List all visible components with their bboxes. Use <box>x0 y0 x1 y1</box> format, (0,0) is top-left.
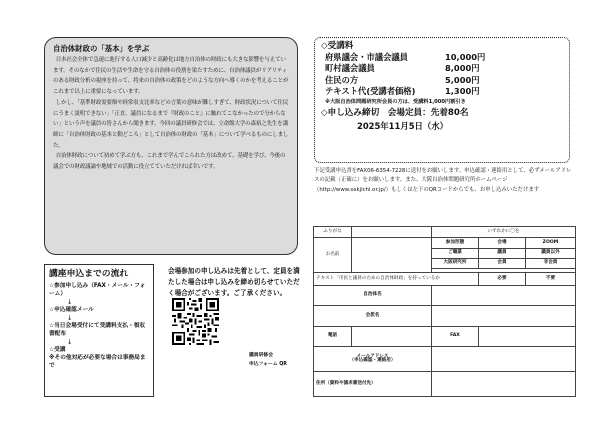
phone-field[interactable] <box>352 326 432 347</box>
intro-paragraph: しかし、「基準財政需要額や経常収支比率などの言葉の意味が難しすぎて、財政状況について住民にうまく説明できない」「正直、議員になるまで『財政のこと』に触れてこなかったので分からない」という声を議員の皆さんから聞きます。今回の議員研修会では、立命館大学の森裕之先生を講師に「自治体財政の基本と動どころ」として自治体の財政の「基本」について学べるものにしました。 <box>53 99 289 149</box>
qr-caption <box>249 351 287 369</box>
name-field[interactable] <box>352 238 432 273</box>
deadline-heading: ◇申し込み締切 会場定員：先着80名 <box>321 108 469 119</box>
flow-step: ☆受講 <box>49 347 66 353</box>
textbook-not-required-option[interactable]: 不要 <box>526 273 576 285</box>
fax-label: FAX <box>432 326 479 347</box>
application-instructions: 下記受講申込書をFAX06-6354-7228に送付をお願いします。申込確認・連絡用として、必ずメールアドレスの記載（正確に）をお願いします。また、大阪自治体問題研究所ホームページ（http://www.oskjichi.or.jp/）もしくは左下のQRコードからでも、お申し込みいただけます <box>314 168 572 193</box>
fee-price: 8,000円 <box>445 63 480 74</box>
fee-label: 府県議会・市議会議員 <box>325 52 408 62</box>
email-label-line: （申込確認・連絡用） <box>349 358 396 364</box>
textbook-required-option[interactable]: 必要 <box>479 273 526 285</box>
fee-row <box>321 63 563 74</box>
intro-title: 自治体財政の「基本」を学ぶ <box>53 44 150 53</box>
non-member-option[interactable]: 非会員 <box>526 258 576 268</box>
deadline-date: 2025年11月5日（水） <box>357 120 449 131</box>
fee-row <box>321 75 563 86</box>
fees-box <box>314 37 570 163</box>
intro-box <box>44 37 298 255</box>
email-label <box>314 347 432 372</box>
member-option[interactable]: 会員 <box>479 258 526 268</box>
qr-code-icon[interactable] <box>172 298 219 345</box>
fee-label: テキスト代(受講者価格) <box>325 85 416 96</box>
textbook-question: テキスト「市民と議員のための自治体財政」を持っているか <box>314 273 479 285</box>
occupation-label: ご職業 <box>432 248 479 258</box>
email-field[interactable] <box>432 347 576 372</box>
address-field[interactable] <box>432 372 576 397</box>
flow-step: ☆当日会場受付にて受講料支払・領収書配布 <box>49 323 146 337</box>
application-form <box>313 226 576 397</box>
choose-header: いずれかに〇を <box>432 227 576 238</box>
down-arrow-icon: ↓ <box>67 338 73 346</box>
phone-label: 電話 <box>314 326 352 347</box>
venue-option[interactable]: 会場 <box>479 238 526 248</box>
member-status-label: 大阪研究所 <box>432 258 479 268</box>
flow-step: ☆参加申し込み（FAX・メール・フォーム） <box>49 283 146 297</box>
name-label: お名前 <box>314 238 352 273</box>
qr-caption-line: 申込フォーム QR <box>249 362 287 367</box>
participation-label: 参加形態 <box>432 238 479 248</box>
down-arrow-icon: ↓ <box>67 314 73 322</box>
flow-note: ※その他対応が必要な場合は事務局まで <box>49 355 146 369</box>
flow-step: ☆申込確認メール <box>49 307 94 313</box>
intro-paragraph: 日本社会全体で急速に進行する人口減少と高齢化は地方自治体の財政にも大きな影響を与えています。そのなかで住民の生活や生命を守る自治体の役割を果たすために、自治体議員がリアリティのある財政分析の視座を持って、将来の自治体の政策をどのような方向へ導くのかを考えることがこれまで以上に重要になっています。 <box>53 57 289 96</box>
flow-title: 講座申込までの流れ <box>49 269 129 279</box>
assembly-field[interactable] <box>432 306 576 327</box>
intro-paragraph: 自治体財政について初めて学ぶ方も、これまで学んでこられた方は改めて、基礎を学び、今後の議会での財政議論や地域での活動に役立てていただければ幸いです。 <box>53 153 286 171</box>
assembly-label: 会派名 <box>314 306 432 327</box>
fee-row <box>321 86 563 97</box>
qr-caption-line: 議員研修会 <box>249 353 273 358</box>
municipality-field[interactable] <box>432 285 576 306</box>
furigana-field[interactable] <box>352 227 432 238</box>
application-flow-box <box>44 264 154 397</box>
municipality-label: 自治体名 <box>314 285 432 306</box>
fee-price: 1,300円 <box>445 85 480 96</box>
fee-price: 5,000円 <box>445 74 480 85</box>
fee-price: 10,000円 <box>445 52 486 62</box>
fee-label: 住民の方 <box>325 74 359 85</box>
address-label: 住所（資料や請求書送付先） <box>314 372 432 397</box>
capacity-notice: 会場参加の申し込みは先着として、定員を満たした場合は申し込みを締め切らせていただく場合がございます。ご了承ください。 <box>168 267 300 297</box>
fax-field[interactable] <box>479 326 576 347</box>
fees-title: ◇受講料 <box>321 41 354 51</box>
fee-row <box>321 52 563 63</box>
councilor-option[interactable]: 議員 <box>479 248 526 258</box>
non-councilor-option[interactable]: 議員以外 <box>526 248 576 258</box>
fee-label: 町村議会議員 <box>325 63 375 74</box>
furigana-label: ふりがな <box>314 227 352 238</box>
zoom-option[interactable]: ZOOM <box>526 238 576 248</box>
down-arrow-icon: ↓ <box>67 298 73 306</box>
email-label-line: メールアドレス <box>356 353 389 359</box>
member-discount-note: ※大阪自治体問題研究所会員の方は、受講料1,000円割引き <box>325 99 466 106</box>
